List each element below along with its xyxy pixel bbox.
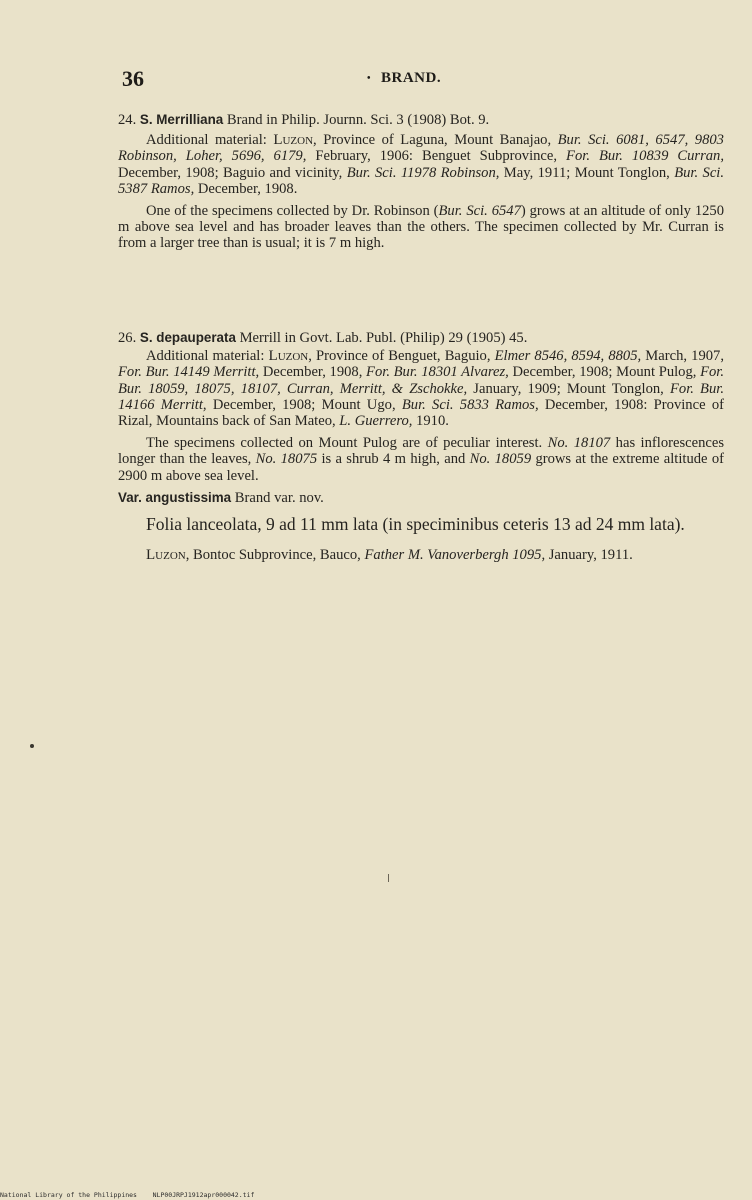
remark-text: ) grows at an altitude of only 1250 m above sea level and has broader leaves than the others. The specimen collected by Mr. Curran is from a larger tree than is usual; it is 7 m high. (118, 203, 725, 252)
variety-diagnosis: Folia lanceolata, 9 ad 11 mm lata (in speciminibus ceteris 13 ad 24 mm lata). (146, 514, 685, 535)
species-name: S. Merrilliana (139, 112, 224, 127)
specimen-ref: Bur. Sci. 5833 Ramos, (401, 396, 539, 413)
material-text: January, 1909; Mount Tonglon, (467, 380, 670, 397)
material-text: December, 1908: Province of Rizal, Mountains back of San Mateo, (118, 396, 724, 430)
specimen-ref: Father M. Vanoverbergh 1095, (364, 547, 546, 564)
variety-author: Brand var. nov. (234, 489, 324, 506)
material-text: May, 1911; Mount Tonglon, (499, 164, 675, 181)
variety-name: Var. angustissima (118, 489, 232, 505)
material-text: December, 1908; Mount Pulog, (508, 364, 701, 381)
entry-26-heading (118, 330, 724, 346)
specimen-ref: Elmer 8546, 8594, 8805, (494, 348, 642, 365)
bullet: • (367, 73, 372, 85)
scan-footer (0, 1191, 254, 1199)
material-text: December, 1908; Mount Ugo, (206, 396, 402, 413)
material-text: December, 1908; Baguio and vicinity, (118, 164, 347, 181)
material-text: 1910. (412, 413, 449, 430)
locality-island: Luzon (146, 547, 186, 564)
ink-dot (30, 744, 34, 748)
running-title (367, 70, 441, 87)
specimen-ref: Bur. Sci. 11978 Robinson, (346, 164, 500, 181)
material-text: , Province of Laguna, Mount Banajao, (313, 132, 558, 149)
specimen-ref: No. 18059 (469, 451, 532, 468)
specimen-ref: L. Guerrero, (339, 413, 413, 430)
entry-24-remarks (118, 203, 724, 252)
footer-library: National Library of the Philippines (0, 1191, 137, 1199)
species-name: S. depauperata (139, 330, 236, 345)
specimen-ref: For. Bur. 18059, 18075, 18107, Curran, Merritt, & Zschokke, (118, 364, 725, 397)
locality-text: January, 1911. (545, 547, 633, 564)
specimen-ref: For. Bur. 10839 Curran, (566, 148, 725, 165)
material-text: February, 1906: Benguet Subprovince, (306, 148, 567, 165)
entry-number: 26. (118, 330, 137, 346)
entry-number: 24. (118, 112, 137, 128)
species-citation: Brand in Philip. Journn. Sci. 3 (1908) Bot. 9. (226, 112, 490, 128)
specimen-ref: Bur. Sci. 5387 Ramos, (118, 164, 724, 197)
entry-26-remarks (118, 435, 724, 484)
entry-26-material (118, 348, 724, 429)
specimen-ref: No. 18107 (547, 435, 611, 452)
remark-text: One of the specimens collected by Dr. Robinson ( (146, 203, 439, 220)
remark-text: has inflorescences longer than the leaves, (118, 435, 725, 468)
entry-24-heading (118, 112, 724, 128)
remark-text: The specimens collected on Mount Pulog are of peculiar interest. (146, 435, 548, 452)
paper-speck (388, 874, 389, 882)
remark-text: grows at the extreme altitude of 2900 m above sea level. (118, 451, 724, 484)
entry-24 (118, 112, 724, 252)
page-number: 36 (122, 66, 144, 91)
variety-heading (118, 490, 724, 506)
running-title-text: BRAND. (381, 70, 442, 86)
locality-text: , Bontoc Subprovince, Bauco, (185, 547, 365, 564)
specimen-ref: Bur. Sci. 6547 (438, 203, 521, 220)
material-lead: Additional material: (146, 132, 274, 149)
variety-locality (118, 547, 724, 563)
specimen-ref: For. Bur. 18301 Alvarez, (366, 364, 509, 381)
specimen-ref: No. 18075 (255, 451, 318, 468)
specimen-ref: For. Bur. 14166 Merritt, (118, 380, 724, 413)
material-text: March, 1907, (641, 348, 724, 365)
material-text: December, 1908. (194, 180, 298, 197)
locality-island: Luzon (268, 348, 309, 365)
remark-text: is a shrub 4 m high, and (317, 451, 470, 468)
specimen-ref: Bur. Sci. 6081, 6547, 9803 Robinson, Loher, 5696, 6179, (118, 132, 724, 165)
footer-file-id: NLP00JRPJ1912apr000042.tif (152, 1191, 255, 1199)
material-lead: Additional material: (146, 348, 269, 365)
specimen-ref: For. Bur. 14149 Merritt, (118, 364, 260, 381)
material-text: December, 1908, (259, 364, 367, 381)
entry-24-material (118, 132, 724, 197)
locality-island: Luzon (273, 132, 314, 149)
entry-26 (118, 330, 724, 563)
material-text: , Province of Benguet, Baguio, (308, 348, 495, 365)
species-citation: Merrill in Govt. Lab. Publ. (Philip) 29 (1905) 45. (239, 330, 528, 346)
